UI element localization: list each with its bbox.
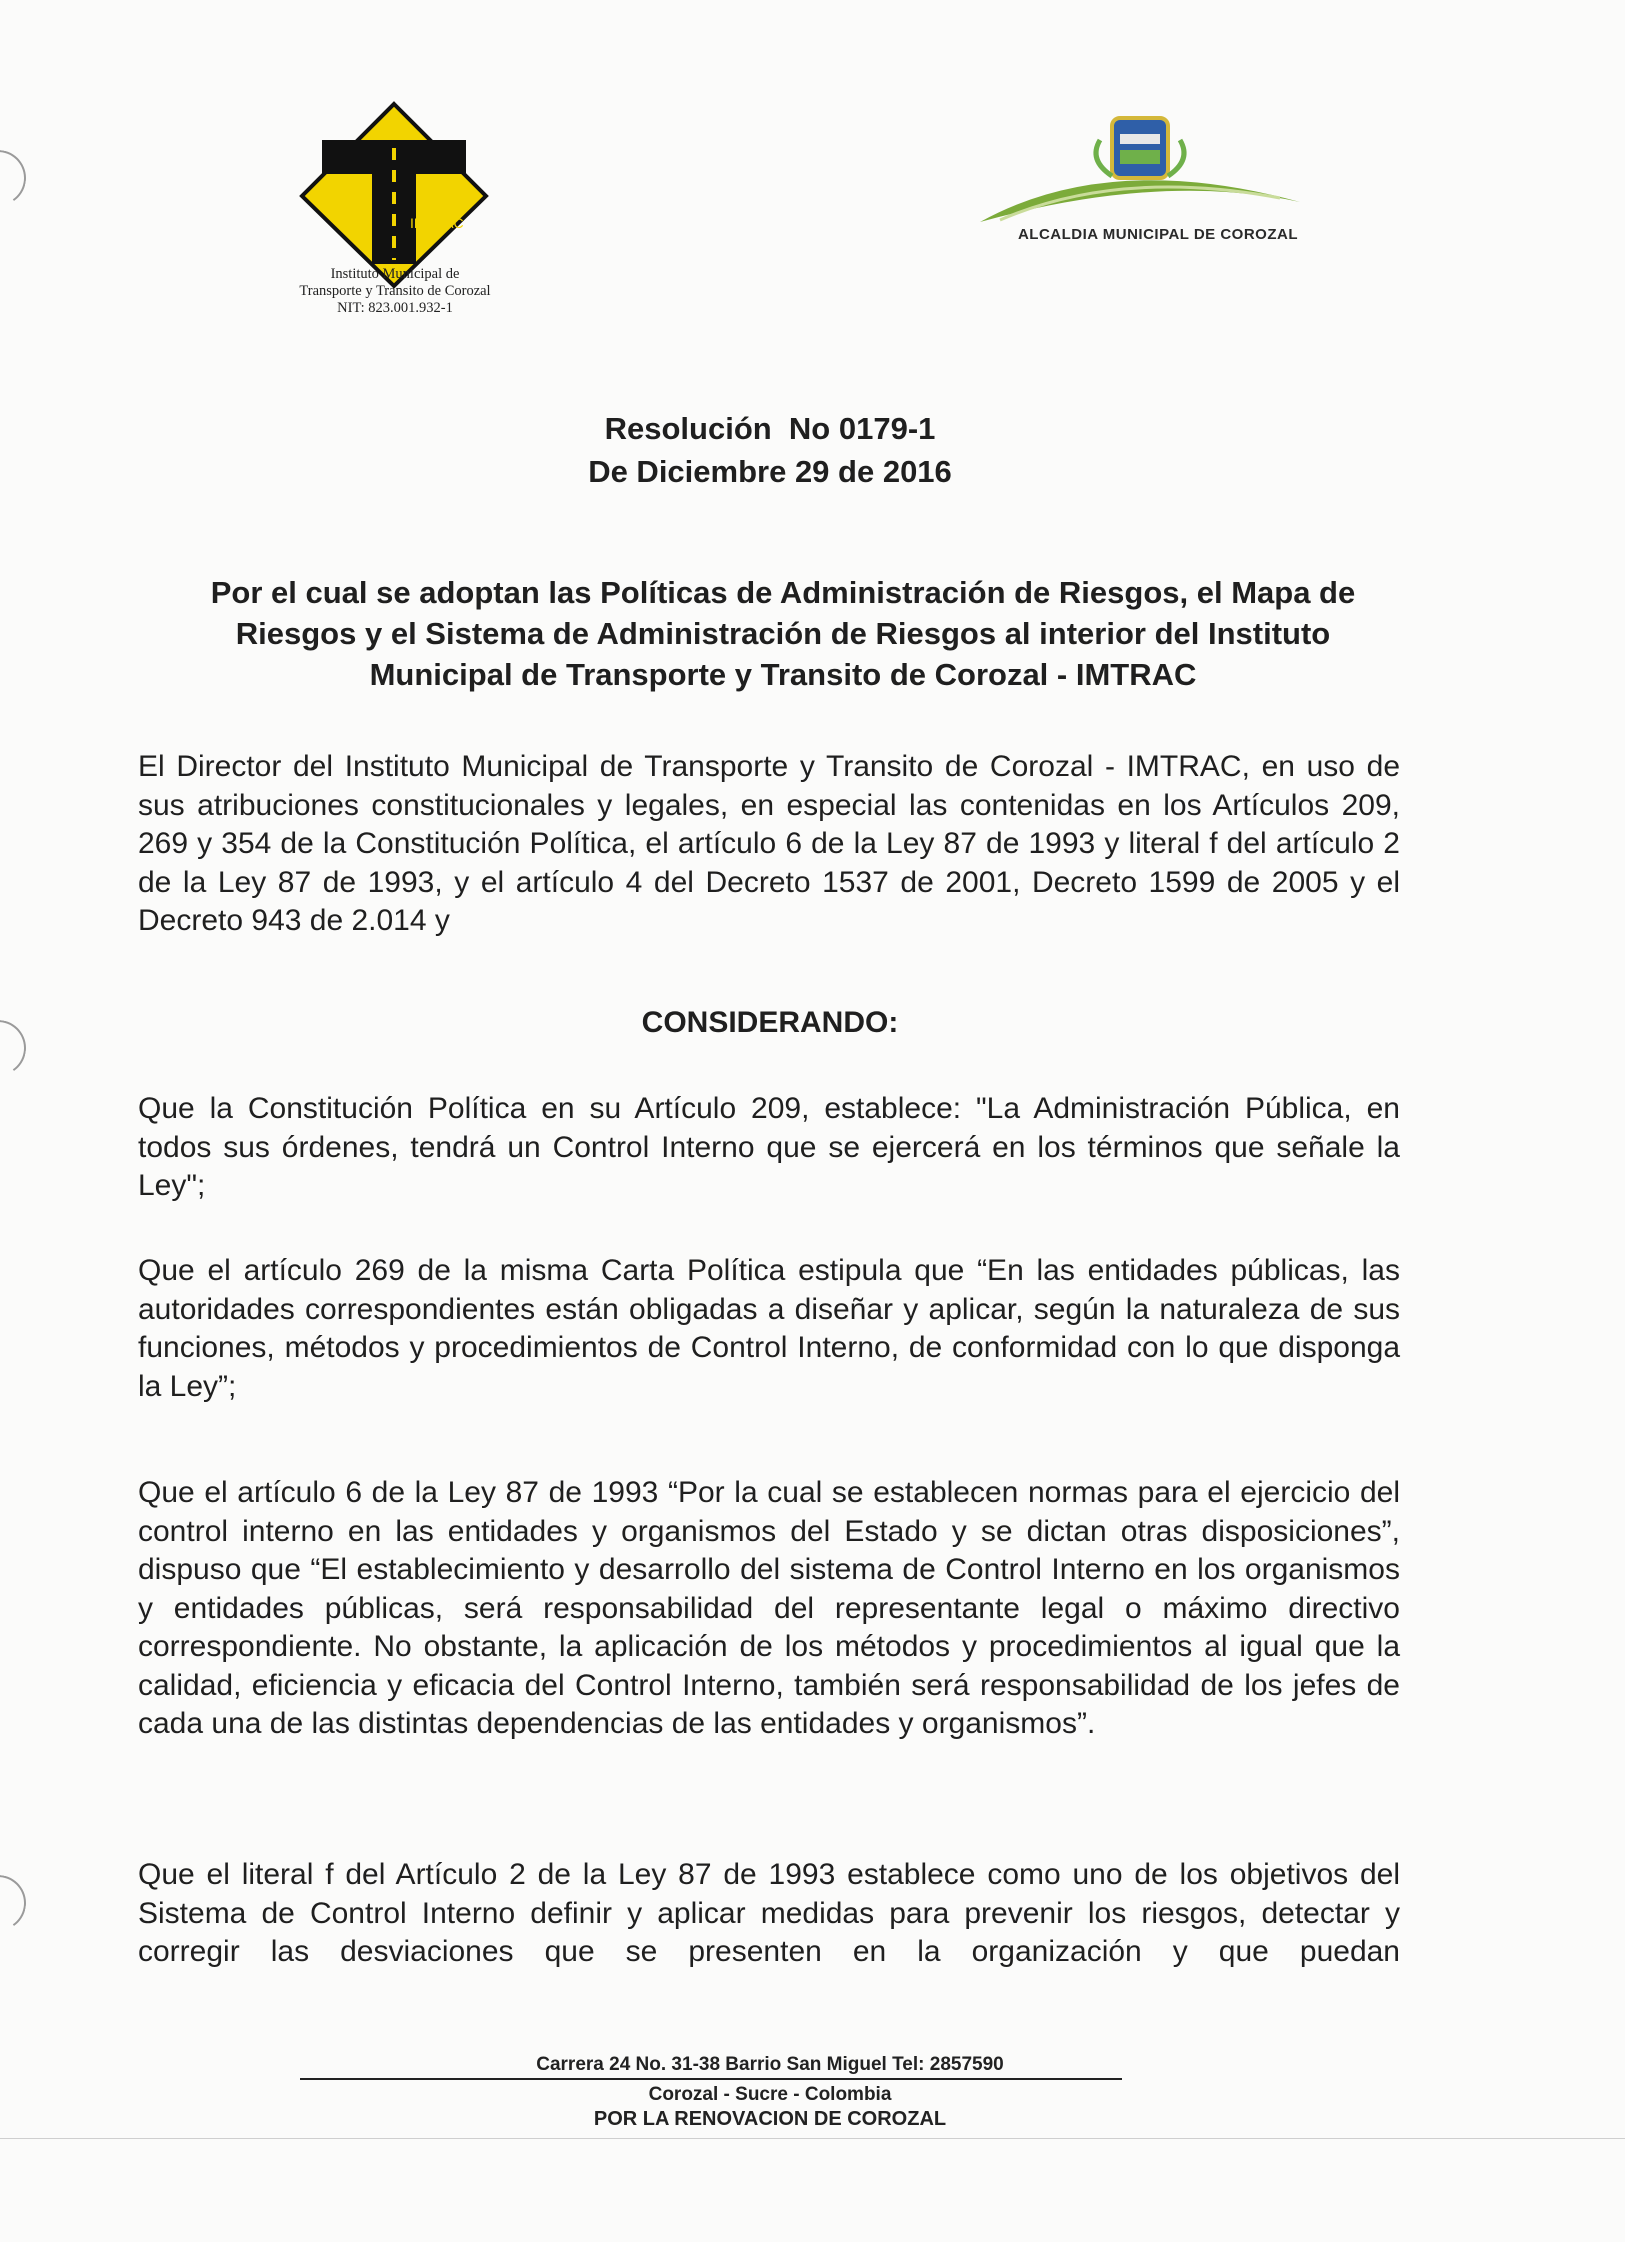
- considerando-paragraph-4: Que el literal f del Artículo 2 de la Ley 87 de 1993 establece como uno de los objetivos del Sistema de Control Interno definir y aplicar medidas para prevenir los riesgos, detectar y corregir las desviaciones que se presenten en la organización y que puedan: [138, 1858, 1400, 1968]
- page-bottom-divider: [0, 2138, 1625, 2139]
- subject-line3: Municipal de Transporte y Transito de Corozal - IMTRAC: [369, 657, 1197, 692]
- considerando-paragraph-2: Que el artículo 269 de la misma Carta Política estipula que “En las entidades públicas, las autoridades correspondientes están obligadas a diseñar y aplicar, según la naturaleza de sus funciones, métodos y procedimientos de Control Interno, de conformidad con lo que disponga la Ley”;: [138, 1254, 1400, 1403]
- alcaldia-name: ALCALDIA MUNICIPAL DE COROZAL: [1017, 226, 1299, 243]
- imtrac-logo: [298, 100, 490, 290]
- resolution-heading: [0, 407, 1540, 493]
- imtrac-caption-line2: Transporte y Transito de Corozal: [299, 283, 491, 299]
- subject-line2: Riesgos y el Sistema de Administración de Riesgos al interior del Instituto: [235, 616, 1331, 651]
- resolution-number: Resolución No 0179-1: [604, 411, 936, 446]
- punch-hole-mark: [0, 146, 30, 211]
- punch-hole-mark: [0, 1871, 30, 1936]
- footer-address: Carrera 24 No. 31-38 Barrio San Miguel Tel: 2857590: [536, 2054, 1004, 2075]
- alcaldia-logo: [960, 110, 1340, 230]
- imtrac-caption-line3: NIT: 823.001.932-1: [337, 300, 453, 316]
- resolution-date: De Diciembre 29 de 2016: [588, 454, 952, 489]
- resolution-subject: [158, 572, 1408, 695]
- footer-slogan: POR LA RENOVACION DE COROZAL: [593, 2108, 947, 2130]
- footer-city: Corozal - Sucre - Colombia: [648, 2084, 892, 2105]
- considerando-heading: CONSIDERANDO:: [641, 1006, 899, 1039]
- imtrac-caption-line1: Instituto Municipal de: [330, 266, 460, 282]
- preamble-paragraph: El Director del Instituto Municipal de Transporte y Transito de Corozal - IMTRAC, en uso de sus atribuciones constitucionales y legales, en especial las contenidas en los Artículos 209, 269 y 354 de la Constitución Política, el artículo 6 de la Ley 87 de 1993 y literal f del artículo 2 de la Ley 87 de 1993, y el artículo 4 del Decreto 1537 de 2001, Decreto 1599 de 2005 y el Decreto 943 de 2.014 y: [138, 750, 1400, 937]
- considerando-paragraph-1: Que la Constitución Política en su Artículo 209, establece: "La Administración Pública, en todos sus órdenes, tendrá un Control Interno que se ejercerá en los términos que señale la Ley";: [138, 1092, 1400, 1202]
- considerando-paragraph-3: Que el artículo 6 de la Ley 87 de 1993 “Por la cual se establecen normas para el ejercicio del control interno en las entidades y organismos del Estado y se dictan otras disposiciones”, dispuso que “El establecimiento y desarrollo del sistema de Control Interno en los organismos y entidades públicas, será responsabilidad del representante legal o máximo directivo correspondiente. No obstante, la aplicación de los métodos y procedimientos al igual que la calidad, eficiencia y eficacia del Control Interno, también será responsabilidad de los jefes de cada una de las distintas dependencias de las entidades y organismos”.: [138, 1476, 1400, 1740]
- imtrac-caption: [250, 266, 540, 317]
- imtrac-badge-text: IMTRAC: [410, 215, 464, 231]
- coat-of-arms-icon: [1096, 118, 1184, 178]
- footer-divider: [300, 2078, 1122, 2080]
- subject-line1: Por el cual se adoptan las Políticas de Administración de Riesgos, el Mapa de: [210, 575, 1356, 610]
